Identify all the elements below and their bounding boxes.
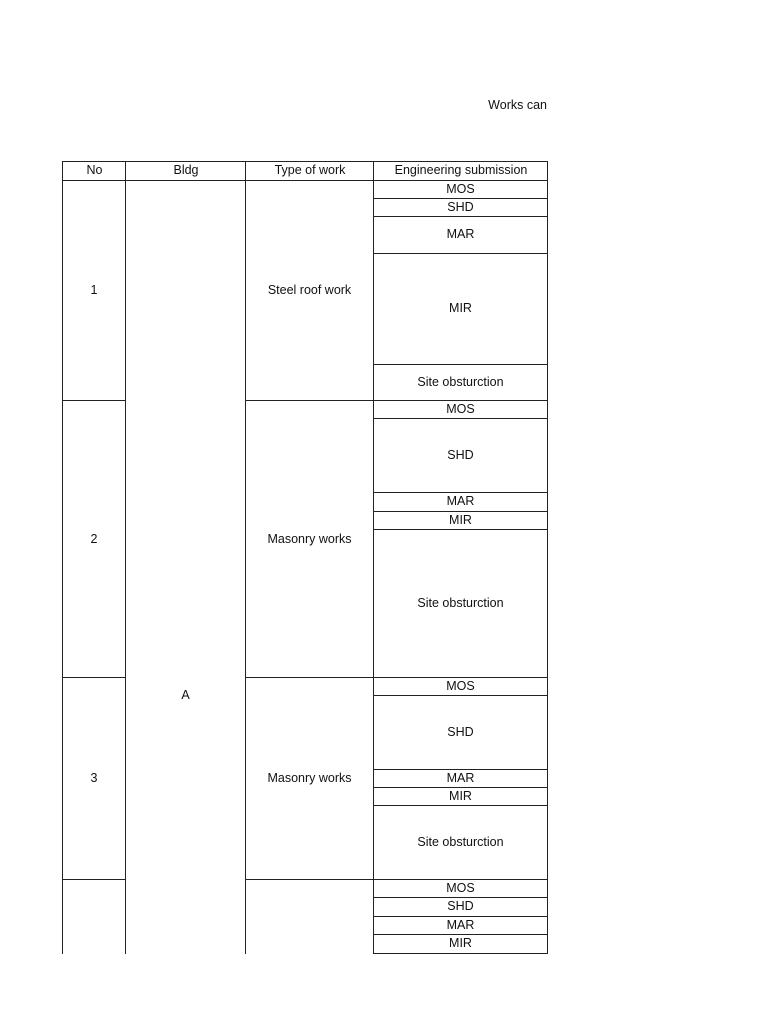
submission-cell: Site obsturction xyxy=(417,595,504,610)
submission-cell: MAR xyxy=(446,770,475,785)
submission-cell: MOS xyxy=(446,181,475,196)
sheet-title: Works can xyxy=(488,98,547,112)
row-no-4 xyxy=(63,880,125,954)
bldg-cell: A xyxy=(181,687,190,702)
submission-cell: MOS xyxy=(446,880,475,895)
submission-cell: MIR xyxy=(449,512,472,527)
row-type-2: Masonry works xyxy=(267,531,352,546)
submission-cell: MAR xyxy=(446,494,475,508)
header-engineering-submission: Engineering submission xyxy=(394,163,528,177)
submission-cell: MOS xyxy=(446,678,475,693)
submission-cell: MIR xyxy=(449,301,472,315)
submission-cell: SHD xyxy=(447,199,474,214)
header-bldg: Bldg xyxy=(173,163,199,177)
header-type-of-work: Type of work xyxy=(274,163,346,177)
submission-cell: MIR xyxy=(449,936,472,950)
submission-cell: MOS xyxy=(446,401,475,416)
row-type-1: Steel roof work xyxy=(267,283,352,297)
sub-sep xyxy=(373,953,548,954)
row-no-2: 2 xyxy=(90,531,98,546)
submission-cell: SHD xyxy=(447,724,474,739)
row-no-3: 3 xyxy=(90,771,98,785)
submission-cell: MAR xyxy=(446,227,475,241)
header-no: No xyxy=(86,163,103,177)
submission-cell: Site obsturction xyxy=(417,374,504,389)
header-top-border xyxy=(62,161,548,162)
submission-cell: MIR xyxy=(449,788,472,803)
col-border-no xyxy=(125,161,126,954)
row-type-4 xyxy=(246,880,373,954)
submission-cell: SHD xyxy=(447,899,474,913)
submission-cell: Site obsturction xyxy=(417,834,504,849)
row-no-1: 1 xyxy=(90,283,98,297)
row-type-3: Masonry works xyxy=(267,771,352,785)
col-border-right xyxy=(547,161,548,954)
submission-cell: SHD xyxy=(447,447,474,462)
submission-cell: MAR xyxy=(446,917,475,932)
